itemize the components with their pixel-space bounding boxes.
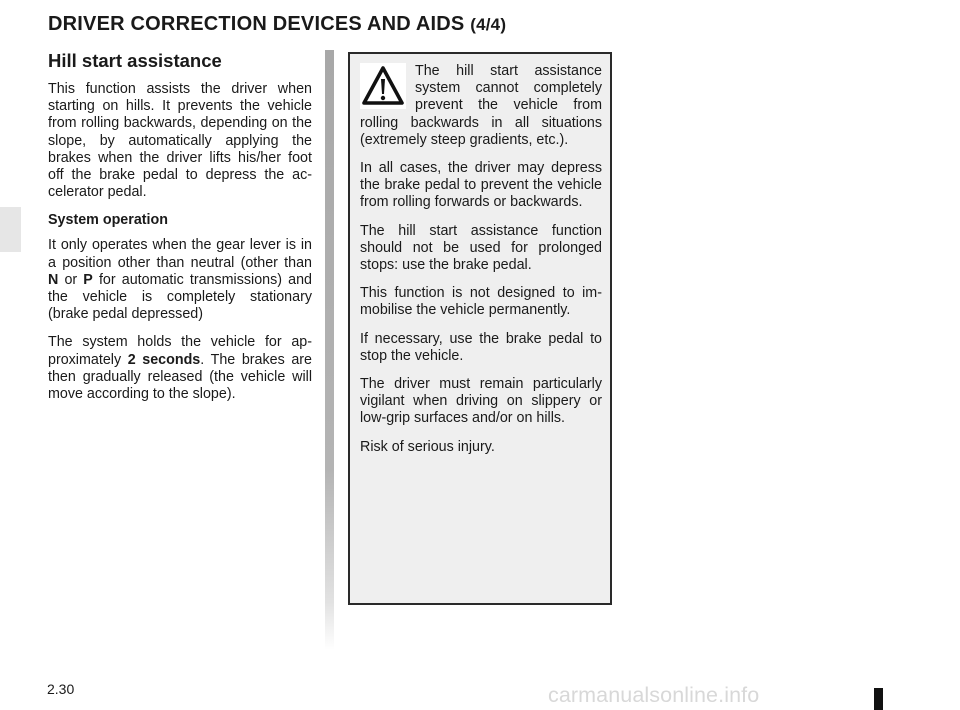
hold-paragraph: [48, 334, 312, 403]
warning-paragraph: This function is not designed to immobilise the vehicle permanently.: [360, 285, 602, 319]
page-number: 2.30: [47, 681, 75, 697]
chapter-tab: [0, 207, 21, 252]
warning-triangle-icon: [360, 63, 406, 109]
subsection-heading: System operation: [48, 212, 168, 229]
hold-text-2: . The brakes are then gradually released (the vehicle will move according to the slope).: [48, 351, 312, 403]
gear-p-label: P: [83, 271, 93, 288]
intro-paragraph: This function assists the driver when starting on hills. It prevents the vehicle from rolling backwards, depending on the slope, by automatically applying the brakes when the driver lifts his/her foot off the brake pedal to depress the accelerator pedal.: [48, 81, 312, 201]
warning-paragraph: The hill start assistance system cannot completely prevent the vehicle from rolling backwards in all situations (extremely steep gradients, etc.).: [360, 63, 602, 148]
page-title-suffix: (4/4): [470, 15, 507, 34]
corner-marker: [874, 688, 883, 710]
operation-text-1: It only operates when the gear lever is in a position other than neutral (other than: [48, 237, 312, 271]
hold-text-1: The system holds the vehicle for approximately: [48, 334, 312, 368]
column-divider: [325, 50, 334, 650]
hold-duration: 2 seconds: [127, 351, 201, 368]
page-title-text: DRIVER CORRECTION DEVICES AND AIDS: [48, 13, 465, 35]
warning-paragraph: If necessary, use the brake pedal to stop the vehicle.: [360, 330, 602, 364]
warning-paragraph: The driver must remain particularly vigilant when driving on slippery or low-grip surfaces and/or on hills.: [360, 376, 602, 427]
section-heading: Hill start assistance: [48, 50, 222, 71]
warning-paragraph: The hill start assistance function should not be used for prolonged stops: use the brake pedal.: [360, 222, 602, 274]
operation-text-3: for automatic transmissions) and the vehicle is completely stationary (brake pedal depressed): [48, 271, 312, 323]
page-title: [48, 13, 506, 36]
warning-paragraph: In all cases, the driver may depress the brake pedal to prevent the vehicle from rolling forwards or backwards.: [360, 160, 602, 211]
warning-box: [348, 52, 612, 605]
gear-n-label: N: [48, 271, 59, 288]
operation-text-2: or: [58, 271, 84, 288]
left-column: [48, 50, 312, 414]
warning-paragraph: Risk of serious injury.: [360, 438, 495, 455]
watermark-text: carmanualsonline.info: [548, 683, 760, 707]
operation-paragraph: [48, 237, 312, 323]
